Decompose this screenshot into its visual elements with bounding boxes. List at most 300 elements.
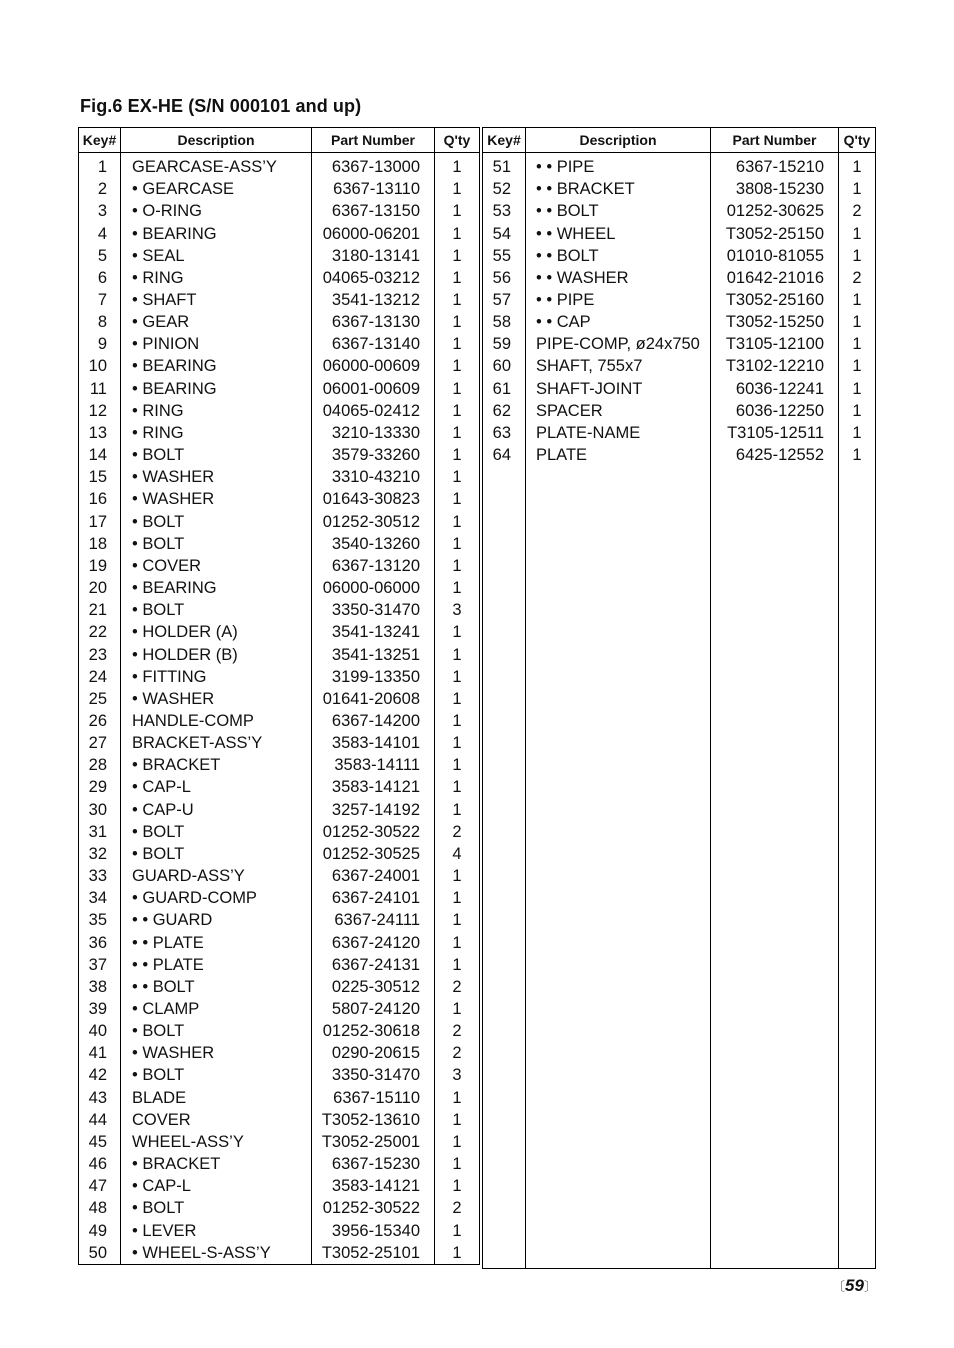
key-cell: 2 bbox=[79, 178, 121, 200]
part-number-cell: 01252-30618 bbox=[312, 1020, 435, 1042]
part-number-cell: 6367-13110 bbox=[312, 178, 435, 200]
description-cell: • CLAMP bbox=[121, 998, 312, 1020]
table-row bbox=[79, 289, 480, 311]
table-row bbox=[79, 466, 480, 488]
key-cell: 11 bbox=[79, 378, 121, 400]
table-row bbox=[79, 954, 480, 976]
description-cell: • BOLT bbox=[121, 821, 312, 843]
key-cell: 31 bbox=[79, 821, 121, 843]
part-number-cell: 3310-43210 bbox=[312, 466, 435, 488]
qty-cell: 1 bbox=[852, 423, 862, 442]
table-row bbox=[79, 931, 480, 953]
qty-cell: 1 bbox=[452, 623, 462, 642]
qty-cell: 1 bbox=[852, 291, 862, 310]
key-cell: 55 bbox=[483, 245, 526, 267]
table-row bbox=[483, 267, 876, 289]
qty-cell: 1 bbox=[452, 313, 462, 332]
part-number-cell: T3105-12100 bbox=[711, 333, 839, 355]
key-cell: 56 bbox=[483, 267, 526, 289]
key-cell: 50 bbox=[79, 1242, 121, 1265]
description-cell: • BOLT bbox=[121, 843, 312, 865]
part-number-cell: 3540-13260 bbox=[312, 533, 435, 555]
description-cell: • BRACKET bbox=[121, 1153, 312, 1175]
description-cell: GEARCASE-ASS’Y bbox=[121, 156, 312, 178]
part-number-cell: 5807-24120 bbox=[312, 998, 435, 1020]
part-number-cell: T3105-12511 bbox=[711, 422, 839, 444]
description-cell: • BRACKET bbox=[121, 754, 312, 776]
table-filler-row bbox=[483, 466, 876, 1268]
table-row bbox=[79, 1220, 480, 1242]
key-cell: 62 bbox=[483, 400, 526, 422]
qty-cell: 1 bbox=[452, 889, 462, 908]
part-number-cell: 6367-15110 bbox=[312, 1087, 435, 1109]
key-cell: 36 bbox=[79, 931, 121, 953]
table-row bbox=[79, 1197, 480, 1219]
key-cell: 29 bbox=[79, 776, 121, 798]
qty-cell: 2 bbox=[452, 822, 462, 841]
header-part-number: Part Number bbox=[711, 128, 839, 153]
key-cell: 61 bbox=[483, 378, 526, 400]
key-cell: 59 bbox=[483, 333, 526, 355]
description-cell: • BEARING bbox=[121, 378, 312, 400]
part-number-cell: 3808-15230 bbox=[711, 178, 839, 200]
parts-table-left bbox=[78, 127, 480, 1265]
key-cell: 54 bbox=[483, 222, 526, 244]
table-row bbox=[79, 222, 480, 244]
table-row bbox=[79, 1153, 480, 1175]
key-cell: 38 bbox=[79, 976, 121, 998]
header-description: Description bbox=[526, 128, 711, 153]
part-number-cell: 01252-30522 bbox=[312, 1197, 435, 1219]
part-number-cell: 6367-24131 bbox=[312, 954, 435, 976]
table-header-row bbox=[79, 128, 480, 153]
description-cell: • BOLT bbox=[121, 599, 312, 621]
qty-cell: 1 bbox=[452, 246, 462, 265]
part-number-cell: 6036-12241 bbox=[711, 378, 839, 400]
qty-cell: 1 bbox=[852, 158, 862, 177]
key-cell: 22 bbox=[79, 621, 121, 643]
qty-cell: 1 bbox=[452, 1132, 462, 1151]
key-cell: 13 bbox=[79, 422, 121, 444]
qty-cell: 2 bbox=[852, 268, 862, 287]
table-row bbox=[79, 245, 480, 267]
table-row bbox=[79, 311, 480, 333]
key-cell: 28 bbox=[79, 754, 121, 776]
header-key: Key# bbox=[79, 128, 121, 153]
part-number-cell: 6367-13150 bbox=[312, 200, 435, 222]
qty-cell: 1 bbox=[452, 1155, 462, 1174]
part-number-cell: 01252-30525 bbox=[312, 843, 435, 865]
header-key: Key# bbox=[483, 128, 526, 153]
table-row bbox=[79, 887, 480, 909]
qty-cell: 1 bbox=[452, 579, 462, 598]
description-cell: • RING bbox=[121, 267, 312, 289]
key-cell: 33 bbox=[79, 865, 121, 887]
description-cell: • BEARING bbox=[121, 222, 312, 244]
table-row bbox=[483, 156, 876, 178]
description-cell: PIPE-COMP, ø24x750 bbox=[526, 333, 711, 355]
key-cell: 14 bbox=[79, 444, 121, 466]
key-cell: 44 bbox=[79, 1109, 121, 1131]
bracket-left-icon: 〔 bbox=[832, 1279, 846, 1294]
description-cell: • • PIPE bbox=[526, 289, 711, 311]
table-row bbox=[79, 378, 480, 400]
key-cell: 23 bbox=[79, 643, 121, 665]
table-header-row bbox=[483, 128, 876, 153]
description-cell: • BOLT bbox=[121, 1064, 312, 1086]
description-cell: SPACER bbox=[526, 400, 711, 422]
key-cell: 53 bbox=[483, 200, 526, 222]
part-number-cell: 6367-24001 bbox=[312, 865, 435, 887]
part-number-cell: 01252-30522 bbox=[312, 821, 435, 843]
part-number-cell: T3052-15250 bbox=[711, 311, 839, 333]
key-cell: 52 bbox=[483, 178, 526, 200]
qty-cell: 1 bbox=[452, 1243, 462, 1262]
table-row bbox=[79, 200, 480, 222]
key-cell: 10 bbox=[79, 355, 121, 377]
bracket-right-icon: 〕 bbox=[863, 1279, 877, 1294]
qty-cell: 1 bbox=[452, 734, 462, 753]
key-cell: 27 bbox=[79, 732, 121, 754]
qty-cell: 2 bbox=[852, 202, 862, 221]
qty-cell: 1 bbox=[452, 778, 462, 797]
description-cell: • CAP-L bbox=[121, 776, 312, 798]
part-number-cell: T3052-25150 bbox=[711, 222, 839, 244]
key-cell: 5 bbox=[79, 245, 121, 267]
key-cell: 3 bbox=[79, 200, 121, 222]
description-cell: • WASHER bbox=[121, 688, 312, 710]
qty-cell: 1 bbox=[452, 224, 462, 243]
qty-cell: 1 bbox=[452, 955, 462, 974]
qty-cell: 1 bbox=[852, 246, 862, 265]
part-number-cell: 04065-03212 bbox=[312, 267, 435, 289]
part-number-cell: 01252-30512 bbox=[312, 511, 435, 533]
qty-cell: 1 bbox=[452, 446, 462, 465]
key-cell: 64 bbox=[483, 444, 526, 466]
page-title: Fig.6 EX-HE (S/N 000101 and up) bbox=[80, 96, 362, 116]
qty-cell: 1 bbox=[452, 401, 462, 420]
page-number-value: 59 bbox=[845, 1276, 864, 1295]
qty-cell: 1 bbox=[452, 490, 462, 509]
qty-cell: 1 bbox=[852, 313, 862, 332]
part-number-cell: 6367-24120 bbox=[312, 931, 435, 953]
description-cell: • LEVER bbox=[121, 1220, 312, 1242]
table-row bbox=[79, 1242, 480, 1265]
key-cell: 58 bbox=[483, 311, 526, 333]
part-number-cell: 3583-14101 bbox=[312, 732, 435, 754]
description-cell: • FITTING bbox=[121, 666, 312, 688]
part-number-cell: 6367-15230 bbox=[312, 1153, 435, 1175]
table-row bbox=[79, 1131, 480, 1153]
table-body bbox=[483, 153, 876, 1269]
qty-cell: 1 bbox=[452, 667, 462, 686]
key-cell: 7 bbox=[79, 289, 121, 311]
description-cell: • • PLATE bbox=[121, 954, 312, 976]
qty-cell: 1 bbox=[452, 911, 462, 930]
description-cell: SHAFT, 755x7 bbox=[526, 355, 711, 377]
part-number-cell: 6367-13130 bbox=[312, 311, 435, 333]
description-cell: • SEAL bbox=[121, 245, 312, 267]
qty-cell: 2 bbox=[452, 1199, 462, 1218]
part-number-cell: 06001-00609 bbox=[312, 378, 435, 400]
parts-table-right bbox=[482, 127, 876, 1269]
qty-cell: 2 bbox=[452, 1044, 462, 1063]
description-cell: • COVER bbox=[121, 555, 312, 577]
description-cell: • • WHEEL bbox=[526, 222, 711, 244]
key-cell: 8 bbox=[79, 311, 121, 333]
qty-cell: 1 bbox=[452, 800, 462, 819]
table-row bbox=[79, 976, 480, 998]
key-cell: 43 bbox=[79, 1087, 121, 1109]
table-row bbox=[483, 422, 876, 444]
table-row bbox=[79, 156, 480, 178]
part-number-cell: T3052-13610 bbox=[312, 1109, 435, 1131]
qty-cell: 1 bbox=[852, 446, 862, 465]
qty-cell: 1 bbox=[452, 756, 462, 775]
description-cell: • • WASHER bbox=[526, 267, 711, 289]
table-row bbox=[79, 400, 480, 422]
table-row bbox=[79, 1042, 480, 1064]
qty-cell: 1 bbox=[452, 534, 462, 553]
table-row bbox=[483, 200, 876, 222]
table-row bbox=[79, 533, 480, 555]
table-row bbox=[79, 732, 480, 754]
part-number-cell: 06000-00609 bbox=[312, 355, 435, 377]
description-cell: BRACKET-ASS’Y bbox=[121, 732, 312, 754]
qty-cell: 1 bbox=[452, 335, 462, 354]
table-row bbox=[79, 444, 480, 466]
table-row bbox=[79, 998, 480, 1020]
part-number-cell: 6367-24101 bbox=[312, 887, 435, 909]
qty-cell: 1 bbox=[452, 423, 462, 442]
key-cell: 24 bbox=[79, 666, 121, 688]
table-row bbox=[79, 710, 480, 732]
part-number-cell: T3052-25001 bbox=[312, 1131, 435, 1153]
qty-cell: 1 bbox=[452, 158, 462, 177]
description-cell: • BEARING bbox=[121, 577, 312, 599]
description-cell: • CAP-L bbox=[121, 1175, 312, 1197]
table-row bbox=[483, 400, 876, 422]
description-cell: • BEARING bbox=[121, 355, 312, 377]
qty-cell: 1 bbox=[452, 645, 462, 664]
description-cell: • SHAFT bbox=[121, 289, 312, 311]
part-number-cell: 3541-13212 bbox=[312, 289, 435, 311]
table-row bbox=[79, 511, 480, 533]
key-cell: 30 bbox=[79, 799, 121, 821]
key-cell: 1 bbox=[79, 156, 121, 178]
key-cell: 37 bbox=[79, 954, 121, 976]
part-number-cell: 04065-02412 bbox=[312, 400, 435, 422]
part-number-cell: 0290-20615 bbox=[312, 1042, 435, 1064]
table-row bbox=[79, 178, 480, 200]
key-cell: 12 bbox=[79, 400, 121, 422]
table-row bbox=[79, 355, 480, 377]
key-cell: 20 bbox=[79, 577, 121, 599]
description-cell: • O-RING bbox=[121, 200, 312, 222]
table-row bbox=[79, 865, 480, 887]
key-cell: 25 bbox=[79, 688, 121, 710]
key-cell: 35 bbox=[79, 909, 121, 931]
description-cell: • • CAP bbox=[526, 311, 711, 333]
qty-cell: 3 bbox=[452, 601, 462, 620]
part-number-cell: 3583-14111 bbox=[312, 754, 435, 776]
qty-cell: 1 bbox=[452, 711, 462, 730]
part-number-cell: 0225-30512 bbox=[312, 976, 435, 998]
table-row bbox=[79, 776, 480, 798]
qty-cell: 1 bbox=[852, 379, 862, 398]
description-cell: • • BOLT bbox=[121, 976, 312, 998]
table-row bbox=[483, 311, 876, 333]
table-row bbox=[79, 267, 480, 289]
key-cell: 51 bbox=[483, 156, 526, 178]
qty-cell: 1 bbox=[452, 268, 462, 287]
description-cell: COVER bbox=[121, 1109, 312, 1131]
key-cell: 18 bbox=[79, 533, 121, 555]
table-row bbox=[79, 1064, 480, 1086]
qty-cell: 1 bbox=[452, 867, 462, 886]
description-cell: • WHEEL-S-ASS’Y bbox=[121, 1242, 312, 1265]
part-number-cell: 01641-20608 bbox=[312, 688, 435, 710]
description-cell: • • PIPE bbox=[526, 156, 711, 178]
part-number-cell: 3199-13350 bbox=[312, 666, 435, 688]
description-cell: • • BOLT bbox=[526, 200, 711, 222]
part-number-cell: 6367-13000 bbox=[312, 156, 435, 178]
table-row bbox=[79, 799, 480, 821]
description-cell: • • BRACKET bbox=[526, 178, 711, 200]
description-cell: • RING bbox=[121, 400, 312, 422]
key-cell: 19 bbox=[79, 555, 121, 577]
key-cell: 21 bbox=[79, 599, 121, 621]
part-number-cell: 3541-13251 bbox=[312, 643, 435, 665]
table-row bbox=[79, 1109, 480, 1131]
qty-cell: 1 bbox=[852, 180, 862, 199]
part-number-cell: 3350-31470 bbox=[312, 599, 435, 621]
qty-cell: 1 bbox=[452, 512, 462, 531]
table-row bbox=[79, 422, 480, 444]
qty-cell: 1 bbox=[452, 180, 462, 199]
part-number-cell: T3052-25101 bbox=[312, 1242, 435, 1265]
description-cell: • HOLDER (B) bbox=[121, 643, 312, 665]
key-cell: 42 bbox=[79, 1064, 121, 1086]
part-number-cell: 6367-14200 bbox=[312, 710, 435, 732]
part-number-cell: 01010-81055 bbox=[711, 245, 839, 267]
description-cell: HANDLE-COMP bbox=[121, 710, 312, 732]
key-cell: 63 bbox=[483, 422, 526, 444]
part-number-cell: 3583-14121 bbox=[312, 776, 435, 798]
key-cell: 45 bbox=[79, 1131, 121, 1153]
key-cell: 15 bbox=[79, 466, 121, 488]
table-row bbox=[483, 245, 876, 267]
key-cell: 60 bbox=[483, 355, 526, 377]
qty-cell: 1 bbox=[852, 224, 862, 243]
qty-cell: 1 bbox=[452, 1177, 462, 1196]
qty-cell: 1 bbox=[452, 1000, 462, 1019]
description-cell: • BOLT bbox=[121, 444, 312, 466]
table-row bbox=[79, 666, 480, 688]
table-row bbox=[79, 555, 480, 577]
qty-cell: 1 bbox=[452, 1088, 462, 1107]
table-row bbox=[483, 355, 876, 377]
description-cell: SHAFT-JOINT bbox=[526, 378, 711, 400]
description-cell: • BOLT bbox=[121, 511, 312, 533]
description-cell: • PINION bbox=[121, 333, 312, 355]
description-cell: • RING bbox=[121, 422, 312, 444]
qty-cell: 1 bbox=[452, 291, 462, 310]
table-row bbox=[483, 178, 876, 200]
part-number-cell: 3541-13241 bbox=[312, 621, 435, 643]
part-number-cell: 3956-15340 bbox=[312, 1220, 435, 1242]
table-row bbox=[79, 688, 480, 710]
description-cell: BLADE bbox=[121, 1087, 312, 1109]
key-cell: 34 bbox=[79, 887, 121, 909]
qty-cell: 1 bbox=[452, 1221, 462, 1240]
qty-cell: 2 bbox=[452, 1022, 462, 1041]
table-row bbox=[79, 333, 480, 355]
table-row bbox=[79, 577, 480, 599]
key-cell: 46 bbox=[79, 1153, 121, 1175]
qty-cell: 1 bbox=[452, 1110, 462, 1129]
part-number-cell: 3579-33260 bbox=[312, 444, 435, 466]
table-row bbox=[79, 1020, 480, 1042]
qty-cell: 1 bbox=[452, 357, 462, 376]
description-cell: • • BOLT bbox=[526, 245, 711, 267]
key-cell: 40 bbox=[79, 1020, 121, 1042]
description-cell: • BOLT bbox=[121, 533, 312, 555]
qty-cell: 1 bbox=[852, 401, 862, 420]
description-cell: • CAP-U bbox=[121, 799, 312, 821]
description-cell: • WASHER bbox=[121, 1042, 312, 1064]
part-number-cell: 06000-06201 bbox=[312, 222, 435, 244]
qty-cell: 1 bbox=[452, 933, 462, 952]
qty-cell: 1 bbox=[852, 357, 862, 376]
key-cell: 57 bbox=[483, 289, 526, 311]
description-cell: • GEAR bbox=[121, 311, 312, 333]
part-number-cell: 6367-15210 bbox=[711, 156, 839, 178]
description-cell: GUARD-ASS’Y bbox=[121, 865, 312, 887]
qty-cell: 4 bbox=[452, 844, 462, 863]
table-row bbox=[79, 599, 480, 621]
part-number-cell: 3350-31470 bbox=[312, 1064, 435, 1086]
description-cell: • BOLT bbox=[121, 1020, 312, 1042]
description-cell: • • PLATE bbox=[121, 931, 312, 953]
description-cell: WHEEL-ASS’Y bbox=[121, 1131, 312, 1153]
part-number-cell: 06000-06000 bbox=[312, 577, 435, 599]
table-row bbox=[79, 621, 480, 643]
header-qty: Q'ty bbox=[839, 128, 876, 153]
key-cell: 39 bbox=[79, 998, 121, 1020]
table-row bbox=[79, 754, 480, 776]
key-cell: 17 bbox=[79, 511, 121, 533]
qty-cell: 1 bbox=[452, 202, 462, 221]
key-cell: 26 bbox=[79, 710, 121, 732]
part-number-cell: T3102-12210 bbox=[711, 355, 839, 377]
header-part-number: Part Number bbox=[312, 128, 435, 153]
key-cell: 6 bbox=[79, 267, 121, 289]
table-row bbox=[483, 378, 876, 400]
part-number-cell: 3210-13330 bbox=[312, 422, 435, 444]
qty-cell: 1 bbox=[452, 689, 462, 708]
description-cell: PLATE bbox=[526, 444, 711, 466]
qty-cell: 1 bbox=[452, 556, 462, 575]
part-number-cell: 6036-12250 bbox=[711, 400, 839, 422]
part-number-cell: 01252-30625 bbox=[711, 200, 839, 222]
qty-cell: 1 bbox=[452, 379, 462, 398]
key-cell: 9 bbox=[79, 333, 121, 355]
table-body bbox=[79, 153, 480, 1265]
table-row bbox=[79, 1175, 480, 1197]
qty-cell: 1 bbox=[452, 468, 462, 487]
qty-cell: 1 bbox=[852, 335, 862, 354]
